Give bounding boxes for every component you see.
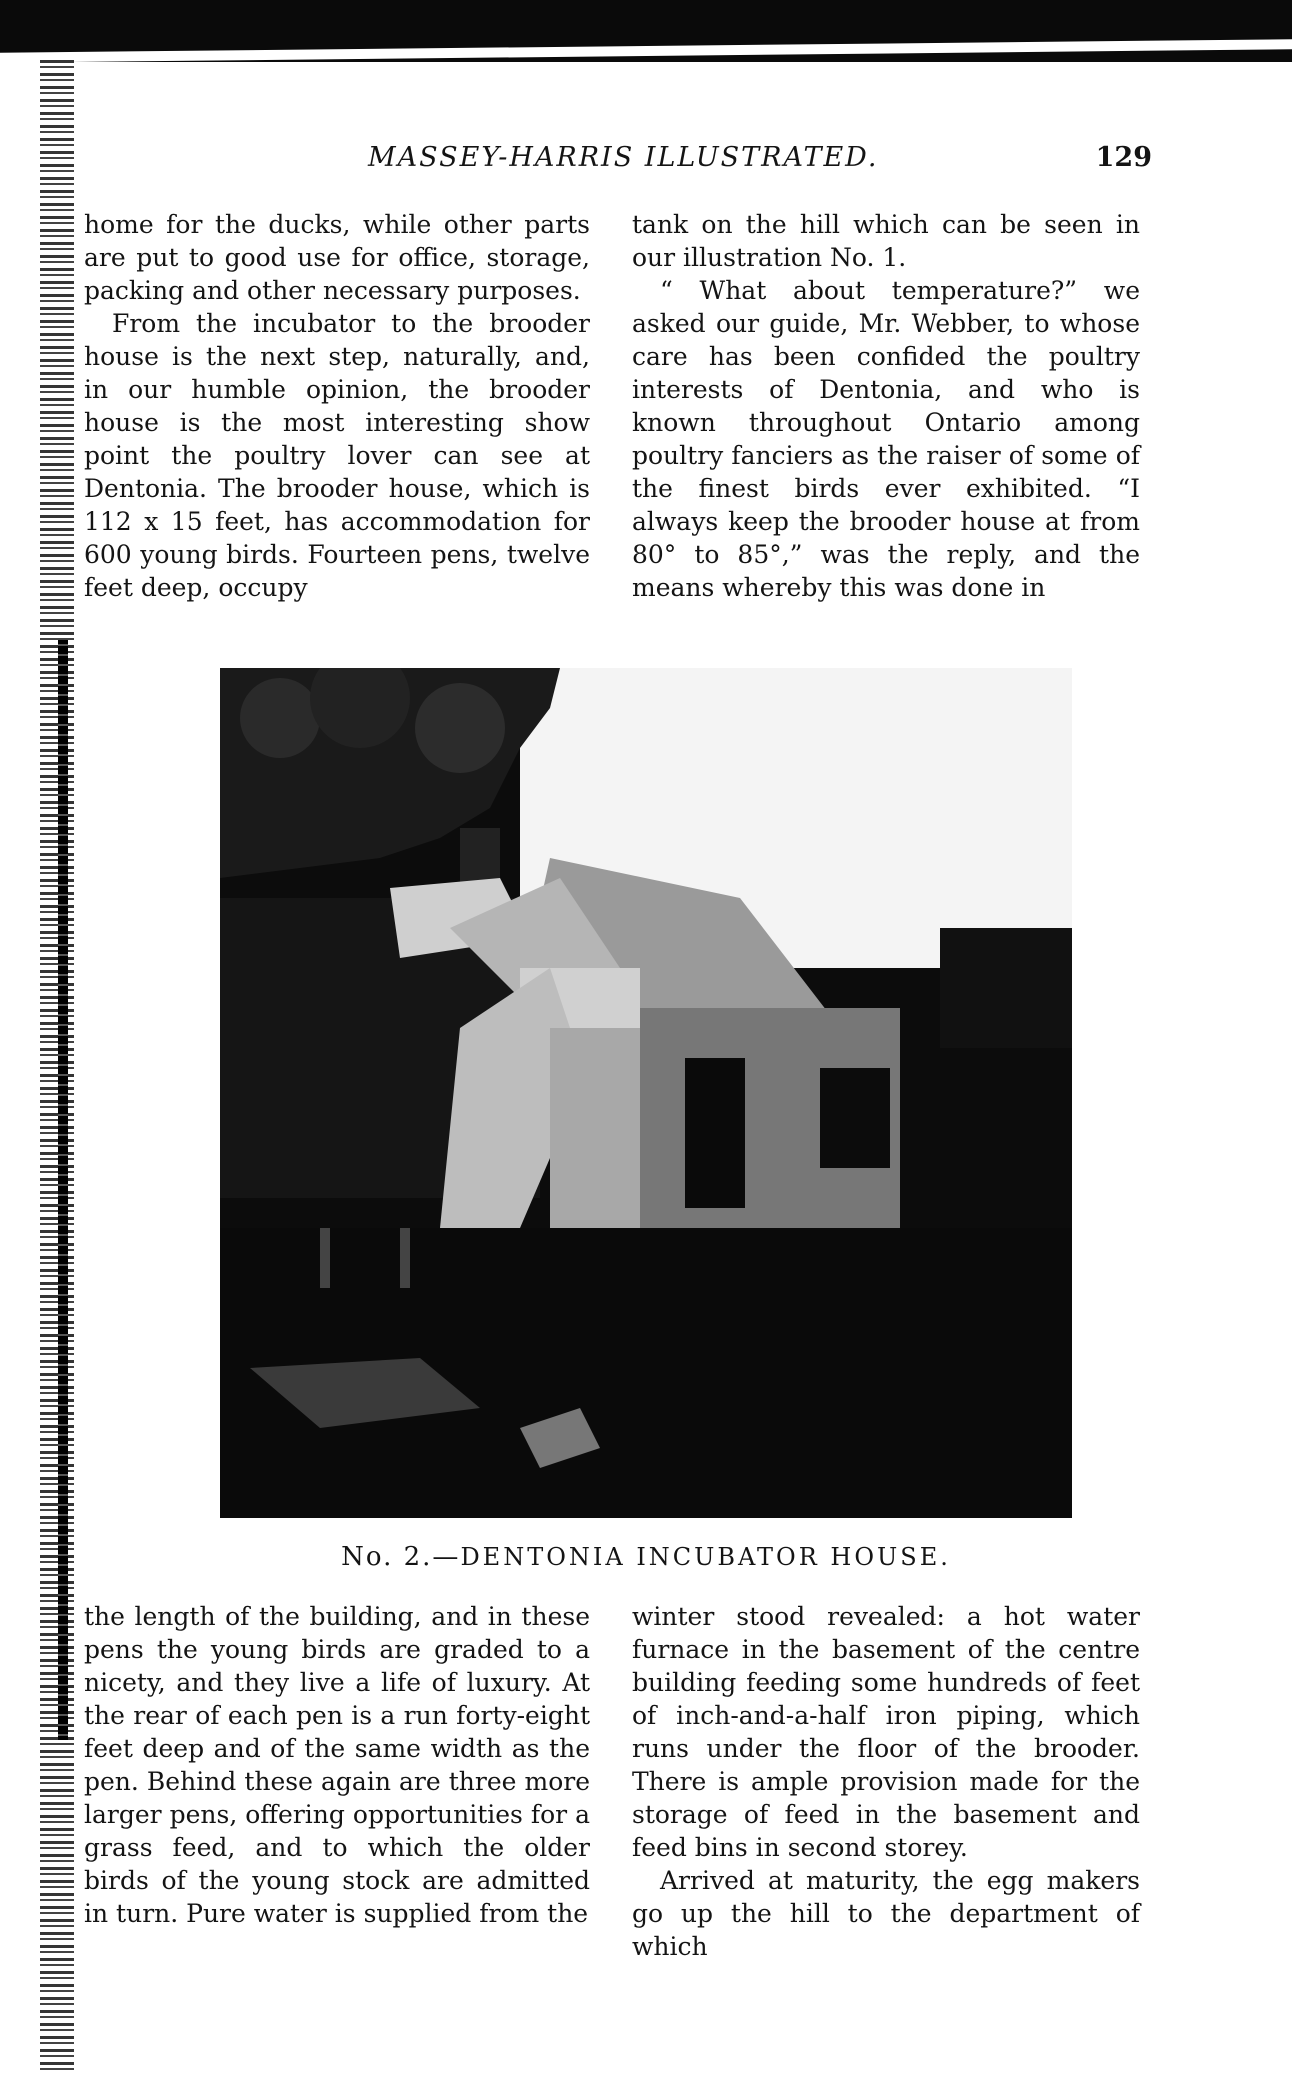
scan-spine-shadow [58,640,68,1740]
column-bottom-left [84,1600,590,1930]
paragraph: winter stood revealed: a hot water furnace in the basement of the centre building feeding some hundreds of feet of inch-and-a-half iron piping, which runs under the floor of the brooder. There is ample provision made for the storage of feed in the basement and feed bins in second storey. [632,1602,1140,1862]
figure-caption [0,1542,1292,1572]
column-bottom-right [632,1600,1140,1963]
column-top-left [84,208,590,604]
scan-spine-edge [40,60,74,2070]
running-title: MASSEY-HARRIS ILLUSTRATED. [368,142,879,173]
paragraph: tank on the hill which can be seen in our illustration No. 1. [632,210,1140,272]
paragraph: “ What about temperature?” we asked our guide, Mr. Webber, to whose care has been confided the poultry interests of Dentonia, and who is known throughout Ontario among poultry fanciers as the raiser of some of the finest birds ever exhibited. “I always keep the brooder house at from 80° to 85°,” was the reply, and the means whereby this was done in [632,276,1140,602]
page-header [0,142,1292,182]
caption-number: No. 2.— [341,1542,461,1572]
column-top-right [632,208,1140,604]
paragraph: home for the ducks, while other parts are put to good use for office, storage, packing and other necessary purposes. [84,210,590,305]
caption-title: DENTONIA INCUBATOR HOUSE. [460,1543,951,1571]
page-number: 129 [1095,142,1152,173]
incubator-house-photo [220,668,1072,1518]
paragraph: Arrived at maturity, the egg makers go up the hill to the department of which [632,1866,1140,1961]
paragraph: From the incubator to the brooder house is the next step, naturally, and, in our humble opinion, the brooder house is the most interesting show point the poultry lover can see at Dentonia. The brooder house, which is 112 x 15 feet, has accommodation for 600 young birds. Fourteen pens, twelve feet deep, occupy [84,309,590,602]
paragraph: the length of the building, and in these pens the young birds are graded to a nicety, and they live a life of luxury. At the rear of each pen is a run forty-eight feet deep and of the same width as the pen. Behind these again are three more larger pens, offering opportunities for a grass feed, and to which the older birds of the young stock are admitted in turn. Pure water is supplied from the [84,1602,590,1928]
house-illustration [220,668,1072,1518]
